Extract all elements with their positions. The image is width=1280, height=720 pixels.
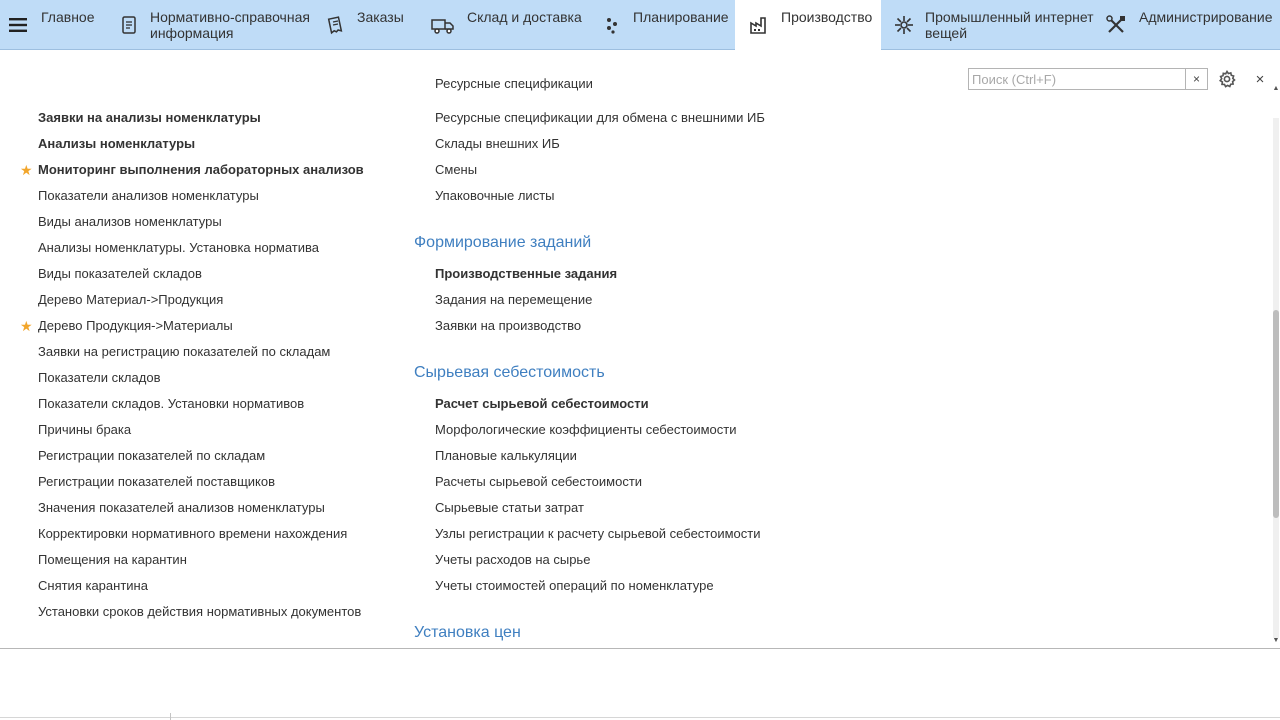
command-link[interactable] xyxy=(38,108,261,128)
hamburger-menu-icon xyxy=(9,17,27,33)
scroll-thumb[interactable] xyxy=(1273,310,1279,518)
section-tab-label: Администрирование xyxy=(1139,9,1273,25)
command-label: Показатели складов xyxy=(38,370,161,385)
main-menu-button[interactable] xyxy=(0,0,36,50)
command-label: Снятия карантина xyxy=(38,578,148,593)
command-link[interactable] xyxy=(20,316,233,336)
group-title-task-formation[interactable] xyxy=(414,232,591,254)
command-link[interactable] xyxy=(435,524,760,544)
command-link[interactable] xyxy=(38,134,195,154)
section-tab-production[interactable] xyxy=(735,0,881,50)
reference-book-icon xyxy=(118,14,140,36)
group-title-label: Формирование заданий xyxy=(414,234,592,251)
command-label: Причины брака xyxy=(38,422,132,437)
command-link[interactable] xyxy=(435,316,581,336)
command-link[interactable] xyxy=(435,394,649,414)
section-tab-label: Планирование xyxy=(633,9,729,25)
iiot-icon xyxy=(893,14,915,36)
cut-group-marker xyxy=(34,81,38,85)
command-label: Расчет сырьевой себестоимости xyxy=(435,396,649,411)
command-link[interactable] xyxy=(435,420,737,440)
status-separator xyxy=(170,713,171,720)
command-label: Виды показателей складов xyxy=(38,266,202,281)
section-tab-warehouse[interactable] xyxy=(416,0,588,50)
command-link[interactable] xyxy=(20,160,364,180)
command-label: Морфологические коэффициенты себестоимости xyxy=(435,422,737,437)
orders-icon xyxy=(324,14,346,36)
section-tab-label: Главное xyxy=(41,9,95,25)
factory-icon xyxy=(748,14,770,36)
command-label: Значения показателей анализов номенклатуры xyxy=(38,500,325,515)
section-tab-label-line2: информация xyxy=(150,25,234,41)
tools-icon xyxy=(1105,14,1127,36)
command-link[interactable] xyxy=(435,108,765,128)
group-title-raw-cost[interactable] xyxy=(414,362,605,384)
section-tab-label-line1: Нормативно-справочная xyxy=(150,9,310,25)
command-link[interactable] xyxy=(435,498,584,518)
command-label: Анализы номенклатуры xyxy=(38,136,196,151)
command-link[interactable] xyxy=(435,264,617,284)
section-tab-orders[interactable] xyxy=(312,0,416,50)
command-label: Дерево Продукция->Материалы xyxy=(38,318,233,333)
command-label: Мониторинг выполнения лабораторных анализов xyxy=(38,162,364,177)
group-title-price-setting[interactable] xyxy=(414,622,521,644)
command-label: Регистрации показателей поставщиков xyxy=(38,474,275,489)
command-label: Дерево Материал->Продукция xyxy=(38,292,224,307)
command-label: Упаковочные листы xyxy=(435,188,555,203)
section-tab-planning[interactable] xyxy=(588,0,735,50)
section-tab-label-line1: Промышленный интернет xyxy=(925,9,1094,25)
command-label: Учеты расходов на сырье xyxy=(435,552,591,567)
command-link[interactable] xyxy=(435,134,560,154)
scroll-down-arrow-icon[interactable]: ▼ xyxy=(1272,637,1280,644)
vertical-scrollbar[interactable] xyxy=(1272,84,1280,646)
command-label: Заявки на анализы номенклатуры xyxy=(38,110,261,125)
command-label: Сырьевые статьи затрат xyxy=(435,500,584,515)
truck-icon xyxy=(430,14,456,36)
status-divider xyxy=(0,717,1280,718)
command-link[interactable] xyxy=(38,498,325,518)
sections-panel xyxy=(0,0,1280,50)
command-link[interactable] xyxy=(435,472,642,492)
command-label: Помещения на карантин xyxy=(38,552,187,567)
command-label: Расчеты сырьевой себестоимости xyxy=(435,474,643,489)
command-link[interactable] xyxy=(435,76,593,92)
command-label: Анализы номенклатуры. Установка норматива xyxy=(38,240,319,255)
command-label: Учеты стоимостей операций по номенклатуре xyxy=(435,578,714,593)
scroll-up-arrow-icon[interactable]: ▲ xyxy=(1272,85,1280,92)
favorite-star-icon[interactable]: ★ xyxy=(20,162,33,178)
command-link[interactable] xyxy=(38,550,187,570)
clear-icon: × xyxy=(1192,72,1200,86)
section-tab-administration[interactable] xyxy=(1093,0,1280,50)
command-link[interactable] xyxy=(38,472,275,492)
command-link[interactable] xyxy=(38,212,222,232)
planning-icon xyxy=(601,14,623,36)
section-content xyxy=(0,76,1272,646)
command-link[interactable] xyxy=(435,160,477,180)
section-tab-main[interactable] xyxy=(36,0,112,50)
command-label: Заявки на производство xyxy=(435,318,582,333)
command-link[interactable] xyxy=(38,238,319,258)
command-link[interactable] xyxy=(38,264,202,284)
command-link[interactable] xyxy=(38,186,259,206)
group-title-label: Сырьевая себестоимость xyxy=(414,364,605,381)
command-label: Виды анализов номенклатуры xyxy=(38,214,222,229)
command-link[interactable] xyxy=(435,186,555,206)
command-label: Регистрации показателей по складам xyxy=(38,448,266,463)
section-tab-label: Заказы xyxy=(357,9,404,25)
command-label: Склады внешних ИБ xyxy=(435,136,560,151)
command-label: Показатели складов. Установки нормативов xyxy=(38,396,305,411)
command-link[interactable] xyxy=(435,576,714,596)
section-tab-label: Склад и доставка xyxy=(467,9,582,25)
bottom-panel xyxy=(0,649,1280,720)
command-label: Производственные задания xyxy=(435,266,618,281)
command-label: Ресурсные спецификации xyxy=(435,76,593,91)
group-title-label: Установка цен xyxy=(414,624,521,641)
command-link[interactable] xyxy=(38,368,160,388)
command-label: Установки сроков действия нормативных документов xyxy=(38,604,362,619)
command-label: Корректировки нормативного времени нахождения xyxy=(38,526,348,541)
section-tab-iiot[interactable] xyxy=(881,0,1093,50)
command-link[interactable] xyxy=(38,446,265,466)
command-link[interactable] xyxy=(38,342,330,362)
command-label: Ресурсные спецификации для обмена с внешними ИБ xyxy=(435,110,765,125)
command-link[interactable] xyxy=(38,290,223,310)
favorite-star-icon[interactable]: ★ xyxy=(20,318,33,334)
command-link[interactable] xyxy=(38,576,148,596)
section-tab-label: Производство xyxy=(781,9,873,25)
section-tab-label-line2: вещей xyxy=(925,25,968,41)
command-label: Показатели анализов номенклатуры xyxy=(38,188,259,203)
command-link[interactable] xyxy=(38,420,131,440)
close-icon: × xyxy=(1255,70,1265,88)
command-link[interactable] xyxy=(435,550,590,570)
command-link[interactable] xyxy=(38,524,347,544)
command-link[interactable] xyxy=(38,602,361,622)
command-link[interactable] xyxy=(435,290,592,310)
command-label: Заявки на регистрацию показателей по складам xyxy=(38,344,331,359)
command-label: Задания на перемещение xyxy=(435,292,593,307)
section-tab-reference-info[interactable] xyxy=(112,0,312,50)
command-link[interactable] xyxy=(435,446,577,466)
command-label: Плановые калькуляции xyxy=(435,448,577,463)
command-label: Узлы регистрации к расчету сырьевой себестоимости xyxy=(435,526,761,541)
command-label: Смены xyxy=(435,162,478,177)
command-link[interactable] xyxy=(38,394,304,414)
